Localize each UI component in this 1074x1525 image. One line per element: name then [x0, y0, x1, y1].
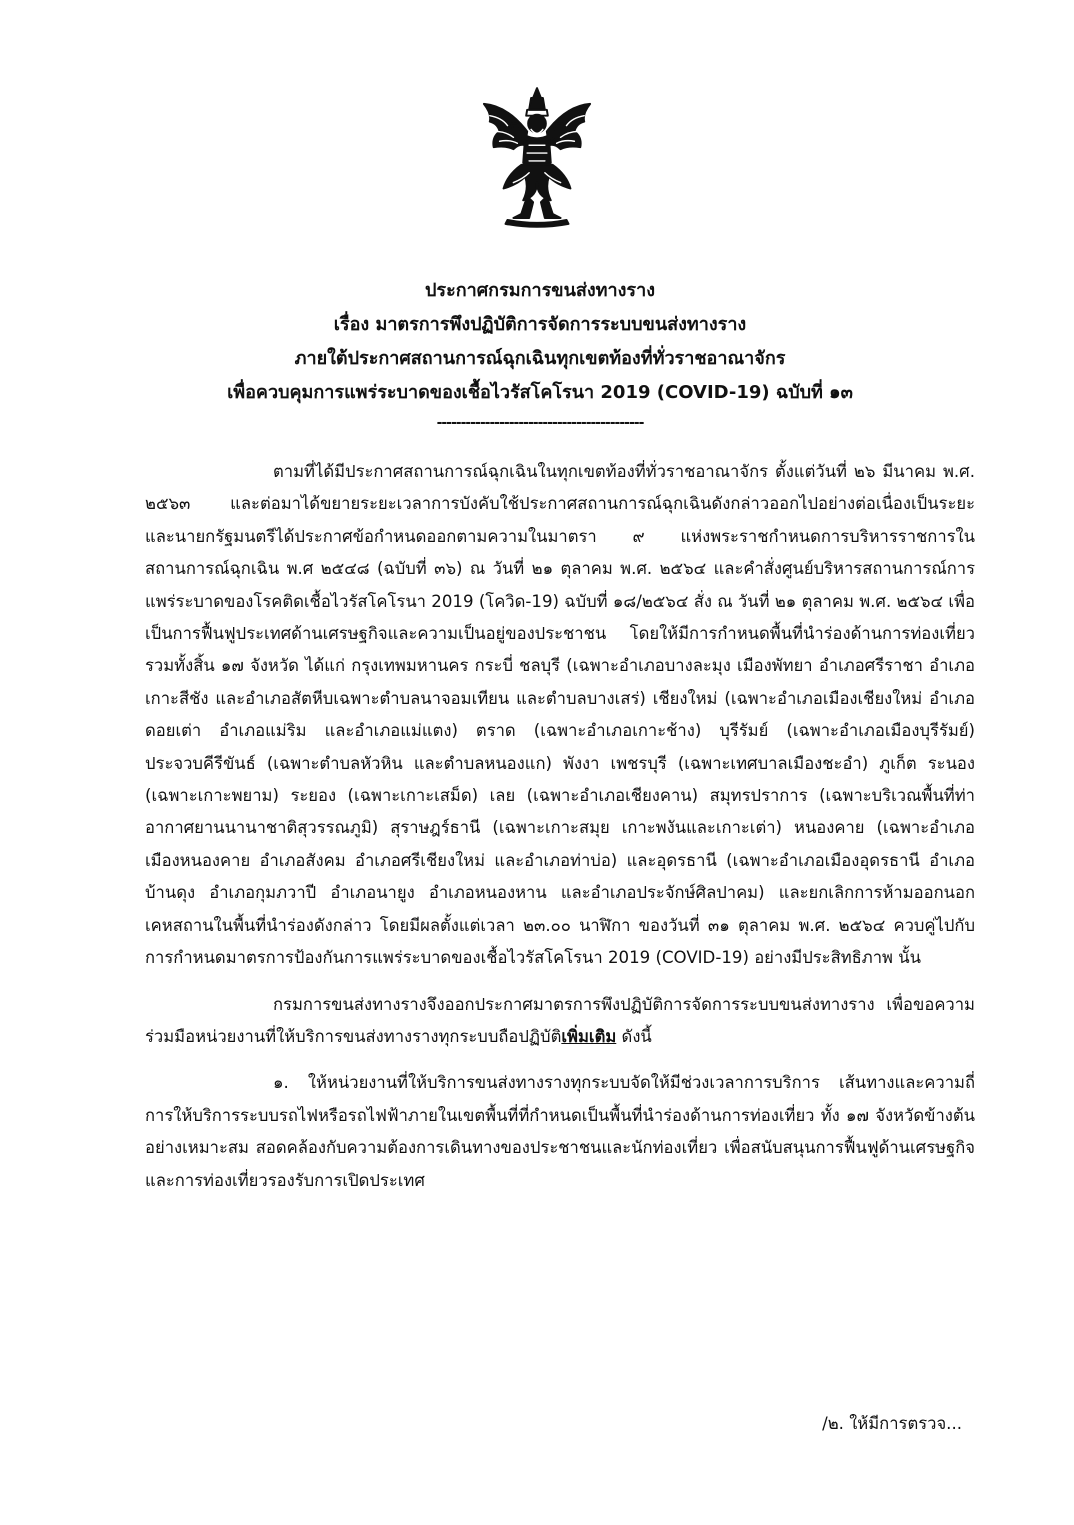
heading-context: ภายใต้ประกาศสถานการณ์ฉุกเฉินทุกเขตท้องที่ทั่วราชอาณาจักร [294, 348, 786, 369]
emphasis-additional: เพิ่มเติม [561, 1026, 617, 1046]
heading-issuer: ประกาศกรมการขนส่งทางราง [424, 280, 655, 301]
heading-subject: เรื่อง มาตรการพึงปฏิบัติการจัดการระบบขนส่งทางราง [333, 314, 747, 335]
heading-divider: ------------------------------------------- [436, 415, 644, 431]
heading-purpose: เพื่อควบคุมการแพร่ระบาดของเชื้อไวรัสโคโรนา 2019 (COVID-19) ฉบับที่ ๑๓ [227, 382, 853, 403]
announcement-heading [140, 274, 940, 434]
paragraph-announcement-text: กรมการขนส่งทางรางจึงออกประกาศมาตรการพึงปฏิบัติการจัดการระบบขนส่งทางราง เพื่อขอความร่วมมือหน่วยงานที่ให้บริการขนส่งทางรางทุกระบบถือปฏิบัติ [145, 994, 975, 1046]
page-continuation-note: /๒. ให้มีการตรวจ... [822, 1414, 962, 1433]
paragraph-measure-1: ๑. ให้หน่วยงานที่ให้บริการขนส่งทางรางทุกระบบจัดให้มีช่วงเวลาการบริการ เส้นทางและความถี่การให้บริการระบบรถไฟหรือรถไฟฟ้าภายในเขตพื้นที่ที่กำหนดเป็นพื้นที่นำร่องด้านการท่องเที่ยว ทั้ง ๑๗ จังหวัดข้างต้นอย่างเหมาะสม สอดคล้องกับความต้องการเดินทางของประชาชนและนักท่องเที่ยว เพื่อสนับสนุนการฟื้นฟูด้านเศรษฐกิจและการท่องเที่ยวรองรับการเปิดประเทศ [145, 1073, 975, 1190]
paragraph-announcement-end: ดังนี้ [616, 1026, 652, 1046]
document-body [145, 456, 975, 1197]
paragraph-background: ตามที่ได้มีประกาศสถานการณ์ฉุกเฉินในทุกเขตท้องที่ทั่วราชอาณาจักร ตั้งแต่วันที่ ๒๖ มีนาคม พ.ศ. ๒๕๖๓ และต่อมาได้ขยายระยะเวลาการบังคับใช้ประกาศสถานการณ์ฉุกเฉินดังกล่าวออกไปอย่างต่อเนื่องเป็นระยะ และนายกรัฐมนตรีได้ประกาศข้อกำหนดออกตามความในมาตรา ๙ แห่งพระราชกำหนดการบริหารราชการในสถานการณ์ฉุกเฉิน พ.ศ ๒๕๔๘ (ฉบับที่ ๓๖) ณ วันที่ ๒๑ ตุลาคม พ.ศ. ๒๕๖๔ และคำสั่งศูนย์บริหารสถานการณ์การแพร่ระบาดของโรคติดเชื้อไวรัสโคโรนา 2019 (โควิด-19) ฉบับที่ ๑๘/๒๕๖๔ สั่ง ณ วันที่ ๒๑ ตุลาคม พ.ศ. ๒๕๖๔ เพื่อเป็นการฟื้นฟูประเทศด้านเศรษฐกิจและความเป็นอยู่ของประชาชน โดยให้มีการกำหนดพื้นที่นำร่องด้านการท่องเที่ยว รวมทั้งสิ้น ๑๗ จังหวัด ได้แก่ กรุงเทพมหานคร กระบี่ ชลบุรี (เฉพาะอำเภอบางละมุง เมืองพัทยา อำเภอศรีราชา อำเภอเกาะสีชัง และอำเภอสัตหีบเฉพาะตำบลนาจอมเทียน และตำบลบางเสร่) เชียงใหม่ (เฉพาะอำเภอเมืองเชียงใหม่ อำเภอดอยเต่า อำเภอแม่ริม และอำเภอแม่แตง) ตราด (เฉพาะอำเภอเกาะช้าง) บุรีรัมย์ (เฉพาะอำเภอเมืองบุรีรัมย์) ประจวบคีรีขันธ์ (เฉพาะตำบลหัวหิน และตำบลหนองแก) พังงา เพชรบุรี (เฉพาะเทศบาลเมืองชะอำ) ภูเก็ต ระนอง (เฉพาะเกาะพยาม) ระยอง (เฉพาะเกาะเสม็ด) เลย (เฉพาะอำเภอเชียงคาน) สมุทรปราการ (เฉพาะบริเวณพื้นที่ท่าอากาศยานนานาชาติสุวรรณภูมิ) สุราษฎร์ธานี (เฉพาะเกาะสมุย เกาะพงันและเกาะเต่า) หนองคาย (เฉพาะอำเภอเมืองหนองคาย อำเภอสังคม อำเภอศรีเชียงใหม่ และอำเภอท่าบ่อ) และอุดรธานี (เฉพาะอำเภอเมืองอุดรธานี อำเภอบ้านดุง อำเภอกุมภวาปี อำเภอนายูง อำเภอหนองหาน และอำเภอประจักษ์ศิลปาคม) และยกเลิกการห้ามออกนอกเคหสถานในพื้นที่นำร่องดังกล่าว โดยมีผลตั้งแต่เวลา ๒๓.๐๐ นาฬิกา ของวันที่ ๓๑ ตุลาคม พ.ศ. ๒๕๖๔ ควบคู่ไปกับการกำหนดมาตรการป้องกันการแพร่ระบาดของเชื้อไวรัสโคโรนา 2019 (COVID-19) อย่างมีประสิทธิภาพ นั้น [145, 462, 975, 968]
garuda-emblem-icon [478, 86, 596, 228]
paragraph-announcement [145, 989, 975, 1054]
